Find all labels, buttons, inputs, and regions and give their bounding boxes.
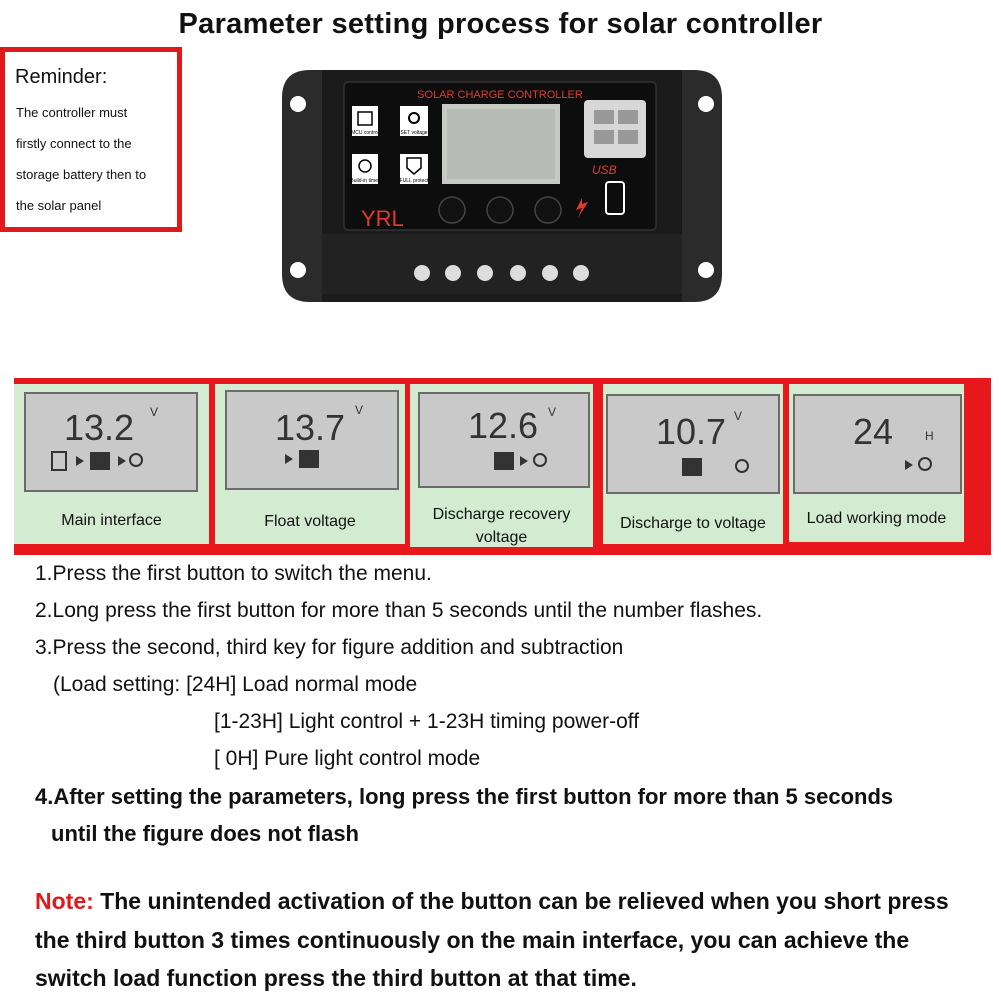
arrow-icon <box>76 456 84 466</box>
step-line: 3.Press the second, third key for figure addition and subtraction <box>35 636 624 659</box>
step-line: [1-23H] Light control + 1-23H timing power-off <box>214 710 640 733</box>
lcd-unit: V <box>150 405 159 419</box>
lcd-unit: V <box>734 409 743 423</box>
terminal-screw-icon <box>510 265 526 281</box>
battery-icon <box>299 450 319 468</box>
panel-label: Discharge to voltage <box>620 515 766 532</box>
device-header: SOLAR CHARGE CONTROLLER <box>417 89 583 101</box>
lcd-unit: V <box>355 403 364 417</box>
mount-hole-icon <box>290 262 306 278</box>
lcd-value: 13.7 <box>275 407 346 448</box>
note-paragraph <box>35 882 985 998</box>
solar-panel-icon <box>52 452 66 470</box>
step-line: [ 0H] Pure light control mode <box>214 747 481 770</box>
down-button <box>535 197 561 223</box>
mount-hole-icon <box>698 262 714 278</box>
lcd-unit: H <box>925 429 934 443</box>
terminal-screw-icon <box>445 265 461 281</box>
svg-text:Build-in timer: Build-in timer <box>350 178 380 184</box>
svg-text:MCU control: MCU control <box>351 130 379 136</box>
lcd-display <box>225 390 399 490</box>
bulb-icon <box>736 460 748 472</box>
panel-float-voltage <box>215 384 405 544</box>
svg-text:SET voltage: SET voltage <box>400 130 428 136</box>
arrow-icon <box>285 454 293 464</box>
usb-label: USB <box>592 163 617 177</box>
solar-controller-image <box>282 70 722 302</box>
lcd-value: 13.2 <box>64 407 135 448</box>
terminal-screw-icon <box>477 265 493 281</box>
bulb-icon <box>534 454 546 466</box>
step-line: until the figure does not flash <box>51 821 359 846</box>
panel-label: Discharge recovery <box>432 506 571 523</box>
note-text: The unintended activation of the button can be relieved when you short press the third button 3 times continuously on the main interface, you can achieve the switch load function press the third button at that time. <box>35 888 949 991</box>
lcd-value: 10.7 <box>656 411 727 452</box>
panel-discharge-recovery <box>410 384 593 547</box>
svg-text:FULL protect: FULL protect <box>399 178 429 184</box>
panel-label-line2: voltage <box>475 529 528 546</box>
arrow-icon <box>520 456 528 466</box>
step-line: 1.Press the first button to switch the menu. <box>35 562 432 585</box>
panel-label: Load working mode <box>806 510 947 527</box>
brand-logo: YRL <box>361 206 404 231</box>
terminal-screw-icon <box>573 265 589 281</box>
terminal-screw-icon <box>542 265 558 281</box>
panel-load-working-mode <box>789 384 964 542</box>
lcd-display <box>418 392 590 488</box>
lcd-display <box>606 394 780 494</box>
page-title: Parameter setting process for solar controller <box>178 8 823 40</box>
mount-hole-icon <box>290 96 306 112</box>
reminder-heading: Reminder: <box>15 66 108 88</box>
note-label: Note: <box>35 888 94 914</box>
panel-label: Main interface <box>61 512 162 529</box>
lcd-value: 12.6 <box>468 405 539 446</box>
reminder-line: The controller must <box>16 105 128 120</box>
mount-hole-icon <box>698 96 714 112</box>
battery-icon <box>682 458 702 476</box>
lcd-display <box>24 392 198 492</box>
arrow-icon <box>118 456 126 466</box>
up-button <box>487 197 513 223</box>
step-line: 2.Long press the first button for more than 5 seconds until the number flashes. <box>35 599 763 622</box>
menu-button <box>439 197 465 223</box>
terminal-screw-icon <box>414 265 430 281</box>
bulb-icon <box>919 458 931 470</box>
step-line: 4.After setting the parameters, long press the first button for more than 5 seconds <box>35 784 894 809</box>
reminder-line: firstly connect to the <box>16 136 132 151</box>
panel-discharge-to-voltage <box>603 384 783 544</box>
usb-port-icon <box>584 100 646 158</box>
panel-main-interface <box>14 384 209 544</box>
arrow-icon <box>905 460 913 470</box>
step-line: (Load setting: [24H] Load normal mode <box>53 673 418 696</box>
reminder-line: storage battery then to <box>16 167 147 182</box>
lcd-value: 24 <box>853 411 894 452</box>
bulb-icon <box>130 454 142 466</box>
panel-label: Float voltage <box>264 513 356 530</box>
battery-icon <box>494 452 514 470</box>
lcd-unit: V <box>548 405 557 419</box>
battery-icon <box>90 452 110 470</box>
lcd-display <box>793 394 962 494</box>
reminder-line: the solar panel <box>16 198 102 213</box>
reminder-box <box>0 47 182 232</box>
